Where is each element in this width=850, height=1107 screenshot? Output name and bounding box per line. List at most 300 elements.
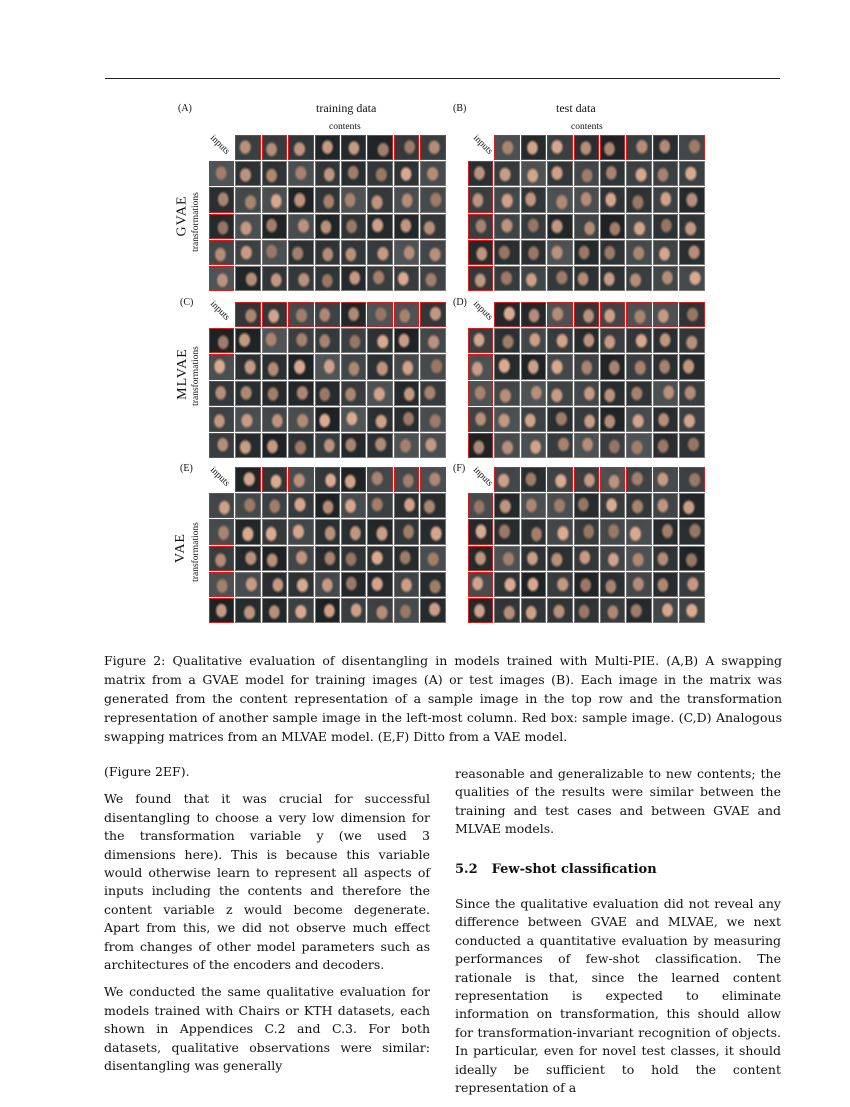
transformations-label-gvae: transformations [190, 192, 201, 252]
face-thumbnail [315, 135, 340, 160]
face-thumbnail [547, 407, 572, 432]
face-thumbnail [626, 572, 651, 597]
face-thumbnail [209, 381, 234, 406]
face-thumbnail [626, 354, 651, 379]
face-thumbnail [209, 161, 234, 186]
paragraph: reasonable and generalizable to new contents; the qualities of the results were similar between the training and test cases and between GVAE and MLVAE models. [455, 766, 781, 837]
swap-matrix-b [468, 135, 706, 292]
face-thumbnail [547, 135, 572, 160]
face-thumbnail [235, 240, 260, 265]
face-thumbnail [521, 354, 546, 379]
face-thumbnail [315, 266, 340, 291]
face-thumbnail [420, 381, 445, 406]
face-thumbnail [420, 467, 445, 492]
face-thumbnail [420, 546, 445, 571]
face-thumbnail [468, 354, 493, 379]
face-thumbnail [394, 572, 419, 597]
face-thumbnail [235, 546, 260, 571]
face-thumbnail [626, 381, 651, 406]
face-thumbnail [288, 519, 313, 544]
face-thumbnail [315, 214, 340, 239]
face-thumbnail [574, 214, 599, 239]
face-thumbnail [315, 381, 340, 406]
face-thumbnail [600, 433, 625, 458]
face-thumbnail [420, 598, 445, 623]
face-thumbnail [420, 519, 445, 544]
face-thumbnail [521, 135, 546, 160]
face-thumbnail [494, 328, 519, 353]
face-thumbnail [209, 354, 234, 379]
face-thumbnail [262, 381, 287, 406]
face-thumbnail [420, 407, 445, 432]
face-thumbnail [341, 187, 366, 212]
face-thumbnail [288, 354, 313, 379]
face-thumbnail [341, 381, 366, 406]
face-thumbnail [574, 493, 599, 518]
face-thumbnail [367, 493, 392, 518]
face-thumbnail [653, 354, 678, 379]
face-thumbnail [521, 328, 546, 353]
face-thumbnail [679, 240, 704, 265]
face-thumbnail [468, 493, 493, 518]
face-thumbnail [394, 493, 419, 518]
face-thumbnail [235, 381, 260, 406]
face-thumbnail [574, 381, 599, 406]
face-thumbnail [394, 240, 419, 265]
face-thumbnail [600, 546, 625, 571]
face-thumbnail [315, 572, 340, 597]
face-thumbnail [468, 240, 493, 265]
face-thumbnail [288, 328, 313, 353]
face-thumbnail [341, 161, 366, 186]
face-thumbnail [547, 328, 572, 353]
face-thumbnail [209, 266, 234, 291]
face-thumbnail [547, 381, 572, 406]
face-thumbnail [521, 161, 546, 186]
face-thumbnail [521, 407, 546, 432]
face-thumbnail [494, 407, 519, 432]
face-thumbnail [367, 598, 392, 623]
face-thumbnail [653, 598, 678, 623]
face-thumbnail [420, 187, 445, 212]
face-thumbnail [494, 187, 519, 212]
inputs-label-d: inputs [470, 299, 495, 323]
face-thumbnail [679, 598, 704, 623]
face-thumbnail [521, 302, 546, 327]
face-thumbnail [341, 135, 366, 160]
panel-title-test: test data [556, 101, 596, 115]
face-thumbnail [262, 598, 287, 623]
contents-label-b: contents [571, 122, 603, 132]
face-thumbnail [521, 598, 546, 623]
face-thumbnail [262, 240, 287, 265]
face-thumbnail [367, 407, 392, 432]
face-thumbnail [653, 433, 678, 458]
face-thumbnail [315, 328, 340, 353]
face-thumbnail [394, 161, 419, 186]
face-thumbnail [547, 161, 572, 186]
face-thumbnail [600, 266, 625, 291]
face-thumbnail [341, 354, 366, 379]
face-thumbnail [420, 328, 445, 353]
face-thumbnail [341, 572, 366, 597]
face-thumbnail [394, 328, 419, 353]
face-thumbnail [341, 240, 366, 265]
face-thumbnail [288, 214, 313, 239]
face-thumbnail [367, 240, 392, 265]
face-thumbnail [341, 433, 366, 458]
inputs-label-f: inputs [470, 465, 495, 489]
face-thumbnail [626, 161, 651, 186]
face-thumbnail [315, 302, 340, 327]
face-thumbnail [521, 214, 546, 239]
face-thumbnail [288, 572, 313, 597]
face-thumbnail [600, 467, 625, 492]
face-thumbnail [574, 407, 599, 432]
face-thumbnail [679, 328, 704, 353]
face-thumbnail [679, 433, 704, 458]
right-column [455, 765, 781, 1107]
face-thumbnail [209, 407, 234, 432]
face-thumbnail [547, 572, 572, 597]
face-thumbnail [626, 266, 651, 291]
face-thumbnail [315, 161, 340, 186]
face-thumbnail [235, 493, 260, 518]
face-thumbnail [653, 572, 678, 597]
face-thumbnail [288, 433, 313, 458]
face-thumbnail [521, 433, 546, 458]
face-thumbnail [521, 467, 546, 492]
face-thumbnail [235, 266, 260, 291]
face-thumbnail [494, 493, 519, 518]
face-thumbnail [262, 467, 287, 492]
face-thumbnail [679, 407, 704, 432]
face-thumbnail [468, 161, 493, 186]
face-thumbnail [574, 598, 599, 623]
face-thumbnail [521, 381, 546, 406]
face-thumbnail [547, 467, 572, 492]
face-thumbnail [235, 433, 260, 458]
panel-label-e: (E) [180, 463, 193, 474]
face-thumbnail [341, 302, 366, 327]
face-thumbnail [394, 546, 419, 571]
face-thumbnail [574, 240, 599, 265]
figure-caption: Figure 2: Qualitative evaluation of disentangling in models trained with Multi-PIE. (A,B) A swapping matrix from a GVAE model for training images (A) or test images (B). Each image in the matrix was generated from the content representation of a sample image in the top row and the transformation representation of another sample image in the left-most column. Red box: sample image. (C,D) Analogous swapping matrices from an MLVAE model. (E,F) Ditto from a VAE model. [104, 653, 782, 744]
face-thumbnail [235, 187, 260, 212]
face-thumbnail [494, 214, 519, 239]
panel-title-training: training data [316, 101, 377, 115]
face-thumbnail [315, 240, 340, 265]
face-thumbnail [367, 354, 392, 379]
face-thumbnail [341, 493, 366, 518]
face-thumbnail [679, 135, 704, 160]
face-thumbnail [494, 546, 519, 571]
face-thumbnail [367, 519, 392, 544]
face-thumbnail [600, 302, 625, 327]
face-thumbnail [468, 572, 493, 597]
face-thumbnail [547, 519, 572, 544]
face-thumbnail [235, 161, 260, 186]
face-thumbnail [468, 433, 493, 458]
face-thumbnail [315, 519, 340, 544]
face-thumbnail [367, 214, 392, 239]
face-thumbnail [494, 266, 519, 291]
face-thumbnail [494, 302, 519, 327]
inputs-label-e: inputs [207, 465, 232, 489]
face-thumbnail [209, 546, 234, 571]
section-title: Few-shot classification [491, 861, 657, 877]
face-thumbnail [574, 519, 599, 544]
face-thumbnail [679, 214, 704, 239]
face-thumbnail [547, 354, 572, 379]
face-thumbnail [468, 598, 493, 623]
face-thumbnail [262, 266, 287, 291]
face-thumbnail [494, 354, 519, 379]
panel-label-c: (C) [180, 297, 194, 308]
face-thumbnail [262, 187, 287, 212]
face-thumbnail [547, 598, 572, 623]
model-label-mlvae: MLVAE [174, 348, 190, 400]
face-thumbnail [521, 493, 546, 518]
face-thumbnail [209, 187, 234, 212]
face-thumbnail [574, 187, 599, 212]
face-thumbnail [600, 598, 625, 623]
face-thumbnail [367, 546, 392, 571]
face-thumbnail [209, 240, 234, 265]
face-thumbnail [521, 519, 546, 544]
face-thumbnail [626, 467, 651, 492]
face-thumbnail [679, 266, 704, 291]
face-thumbnail [262, 302, 287, 327]
face-thumbnail [315, 354, 340, 379]
face-thumbnail [521, 546, 546, 571]
face-thumbnail [420, 161, 445, 186]
face-thumbnail [209, 328, 234, 353]
face-thumbnail [626, 135, 651, 160]
face-thumbnail [574, 266, 599, 291]
face-thumbnail [341, 467, 366, 492]
face-thumbnail [288, 135, 313, 160]
face-thumbnail [468, 546, 493, 571]
swap-matrix-d [468, 302, 706, 459]
model-label-vae: VAE [172, 533, 188, 563]
face-thumbnail [679, 572, 704, 597]
face-thumbnail [235, 214, 260, 239]
face-thumbnail [600, 328, 625, 353]
face-thumbnail [394, 214, 419, 239]
face-thumbnail [600, 135, 625, 160]
swap-matrix-c [209, 302, 447, 459]
face-thumbnail [574, 302, 599, 327]
face-thumbnail [574, 546, 599, 571]
face-thumbnail [679, 161, 704, 186]
face-thumbnail [315, 433, 340, 458]
face-thumbnail [209, 519, 234, 544]
face-thumbnail [288, 240, 313, 265]
paragraph: We found that it was crucial for successful disentangling to choose a very low dimension for the transformation variable y (we used 3 dimensions here). This is because this variable would otherwise learn to represent all aspects of inputs including the contents and therefore the content variable z would become degenerate. Apart from this, we did not observe much effect from changes of other model parameters such as architectures of the encoders and decoders. [104, 791, 430, 973]
face-thumbnail [341, 407, 366, 432]
face-thumbnail [574, 328, 599, 353]
face-thumbnail [315, 187, 340, 212]
face-thumbnail [394, 598, 419, 623]
face-thumbnail [494, 240, 519, 265]
face-thumbnail [521, 240, 546, 265]
face-thumbnail [600, 354, 625, 379]
face-thumbnail [547, 493, 572, 518]
face-thumbnail [235, 467, 260, 492]
face-thumbnail [235, 598, 260, 623]
face-thumbnail [653, 407, 678, 432]
face-thumbnail [394, 381, 419, 406]
face-thumbnail [494, 135, 519, 160]
face-thumbnail [547, 302, 572, 327]
face-thumbnail [679, 493, 704, 518]
inputs-label-a: inputs [207, 133, 232, 157]
face-thumbnail [626, 598, 651, 623]
face-thumbnail [574, 572, 599, 597]
panel-label-a: (A) [178, 103, 192, 114]
face-thumbnail [367, 381, 392, 406]
face-thumbnail [262, 214, 287, 239]
face-thumbnail [394, 187, 419, 212]
face-thumbnail [235, 302, 260, 327]
paragraph: (Figure 2EF). [104, 764, 190, 779]
face-thumbnail [315, 407, 340, 432]
face-thumbnail [262, 572, 287, 597]
face-thumbnail [288, 302, 313, 327]
face-thumbnail [262, 519, 287, 544]
face-thumbnail [468, 266, 493, 291]
face-thumbnail [494, 598, 519, 623]
face-thumbnail [288, 381, 313, 406]
face-thumbnail [341, 598, 366, 623]
face-thumbnail [367, 328, 392, 353]
face-thumbnail [394, 135, 419, 160]
face-thumbnail [600, 214, 625, 239]
face-thumbnail [574, 354, 599, 379]
face-thumbnail [235, 572, 260, 597]
face-thumbnail [600, 493, 625, 518]
face-thumbnail [468, 328, 493, 353]
face-thumbnail [262, 135, 287, 160]
face-thumbnail [288, 161, 313, 186]
face-thumbnail [394, 467, 419, 492]
face-thumbnail [209, 493, 234, 518]
face-thumbnail [468, 214, 493, 239]
face-thumbnail [494, 467, 519, 492]
face-thumbnail [653, 135, 678, 160]
transformations-label-mlvae: transformations [190, 346, 201, 406]
face-thumbnail [394, 519, 419, 544]
face-thumbnail [626, 328, 651, 353]
face-thumbnail [367, 135, 392, 160]
face-thumbnail [521, 187, 546, 212]
face-thumbnail [209, 572, 234, 597]
face-thumbnail [626, 433, 651, 458]
face-thumbnail [653, 266, 678, 291]
face-thumbnail [653, 546, 678, 571]
face-thumbnail [679, 302, 704, 327]
face-thumbnail [235, 354, 260, 379]
face-thumbnail [209, 214, 234, 239]
face-thumbnail [394, 407, 419, 432]
face-thumbnail [262, 407, 287, 432]
face-thumbnail [626, 519, 651, 544]
face-thumbnail [679, 467, 704, 492]
face-thumbnail [420, 572, 445, 597]
panel-label-f: (F) [453, 463, 466, 474]
paragraph: Since the qualitative evaluation did not reveal any difference between GVAE and MLVAE, we next conducted a quantitative evaluation by measuring performances of few-shot classification. The rationale is that, since the learned content representation is expected to eliminate information on transformation, this should allow for transformation-invariant recognition of objects. In particular, even for novel test classes, it should ideally be sufficient to hold the content representation of a [455, 896, 781, 1096]
face-thumbnail [209, 598, 234, 623]
face-thumbnail [235, 328, 260, 353]
face-thumbnail [262, 328, 287, 353]
face-thumbnail [547, 187, 572, 212]
face-thumbnail [341, 328, 366, 353]
face-thumbnail [288, 546, 313, 571]
face-thumbnail [574, 135, 599, 160]
panel-label-d: (D) [453, 297, 467, 308]
section-number: 5.2 [455, 861, 478, 877]
face-thumbnail [600, 572, 625, 597]
face-thumbnail [288, 407, 313, 432]
face-thumbnail [626, 302, 651, 327]
face-thumbnail [600, 161, 625, 186]
paragraph: We conducted the same qualitative evaluation for models trained with Chairs or KTH datasets, each shown in Appendices C.2 and C.3. For both datasets, qualitative observations were similar: disentangling was generally [104, 984, 430, 1074]
face-thumbnail [547, 433, 572, 458]
face-thumbnail [420, 354, 445, 379]
face-thumbnail [653, 161, 678, 186]
face-thumbnail [626, 493, 651, 518]
face-thumbnail [288, 598, 313, 623]
face-thumbnail [521, 572, 546, 597]
face-thumbnail [288, 467, 313, 492]
face-thumbnail [341, 519, 366, 544]
face-thumbnail [468, 519, 493, 544]
face-thumbnail [288, 187, 313, 212]
face-thumbnail [315, 598, 340, 623]
face-thumbnail [288, 266, 313, 291]
swap-matrix-a [209, 135, 447, 292]
face-thumbnail [288, 493, 313, 518]
face-thumbnail [420, 214, 445, 239]
face-thumbnail [420, 433, 445, 458]
inputs-label-c: inputs [207, 299, 232, 323]
contents-label-a: contents [329, 122, 361, 132]
face-thumbnail [367, 302, 392, 327]
face-thumbnail [679, 381, 704, 406]
section-heading [455, 861, 781, 879]
face-thumbnail [600, 187, 625, 212]
face-thumbnail [262, 354, 287, 379]
face-thumbnail [420, 266, 445, 291]
face-thumbnail [468, 407, 493, 432]
face-thumbnail [679, 187, 704, 212]
swap-matrix-f [468, 467, 706, 624]
face-thumbnail [494, 381, 519, 406]
panel-label-b: (B) [453, 103, 467, 114]
face-thumbnail [626, 214, 651, 239]
face-thumbnail [235, 519, 260, 544]
model-label-gvae: GVAE [174, 195, 190, 237]
face-thumbnail [653, 328, 678, 353]
swap-matrix-e [209, 467, 447, 624]
face-thumbnail [679, 519, 704, 544]
face-thumbnail [341, 266, 366, 291]
face-thumbnail [547, 546, 572, 571]
transformations-label-vae: transformations [190, 522, 201, 582]
face-thumbnail [521, 266, 546, 291]
face-thumbnail [262, 433, 287, 458]
